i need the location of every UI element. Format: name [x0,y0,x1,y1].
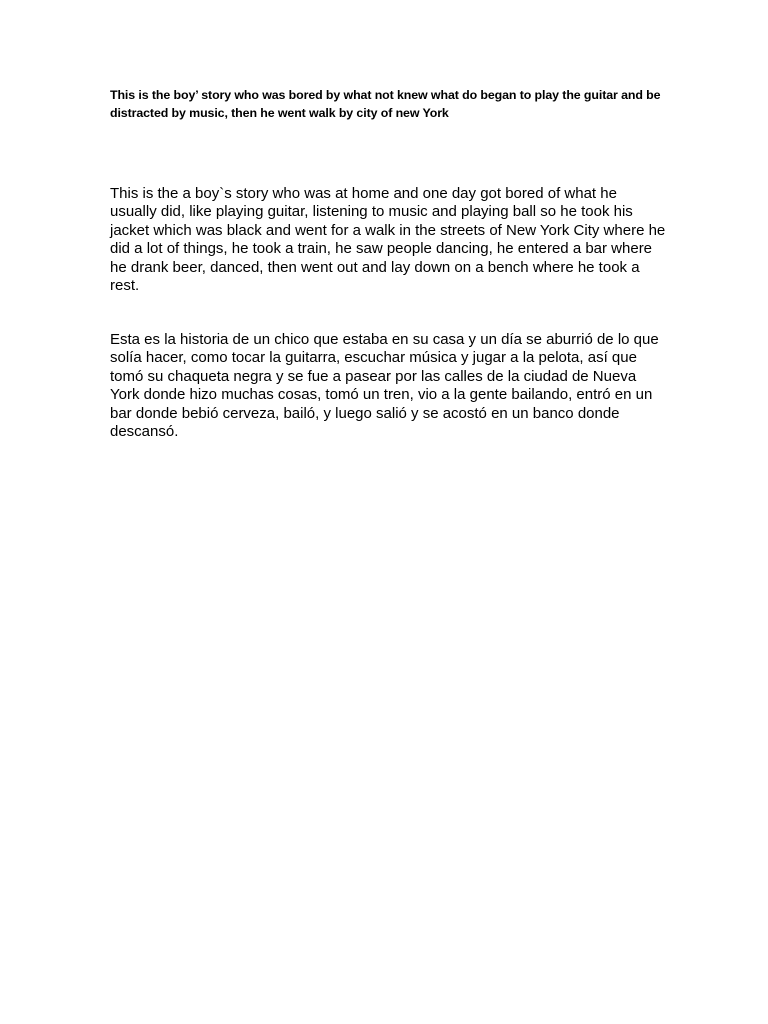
english-paragraph: This is the a boy`s story who was at home and one day got bored of what he usually did, like playing guitar, listening to music and playing ball so he took his jacket which was black and went for a walk in the streets of New York City where he did a lot of things, he took a train, he saw people dancing, he entered a bar where he drank beer, danced, then went out and lay down on a bench where he took a rest. [110,185,666,295]
document-title: This is the boy’ story who was bored by what not knew what do began to play the guitar and be distracted by music, then he went walk by city of new York [110,88,661,120]
spanish-paragraph: Esta es la historia de un chico que estaba en su casa y un día se aburrió de lo que solía hacer, como tocar la guitarra, escuchar música y jugar a la pelota, así que tomó su chaqueta negra y se fue a pasear por las calles de la ciudad de Nueva York donde hizo muchas cosas, tomó un tren, vio a la gente bailando, entró en un bar donde bebió cerveza, bailó, y luego salió y se acostó en un banco donde descansó. [110,331,659,441]
